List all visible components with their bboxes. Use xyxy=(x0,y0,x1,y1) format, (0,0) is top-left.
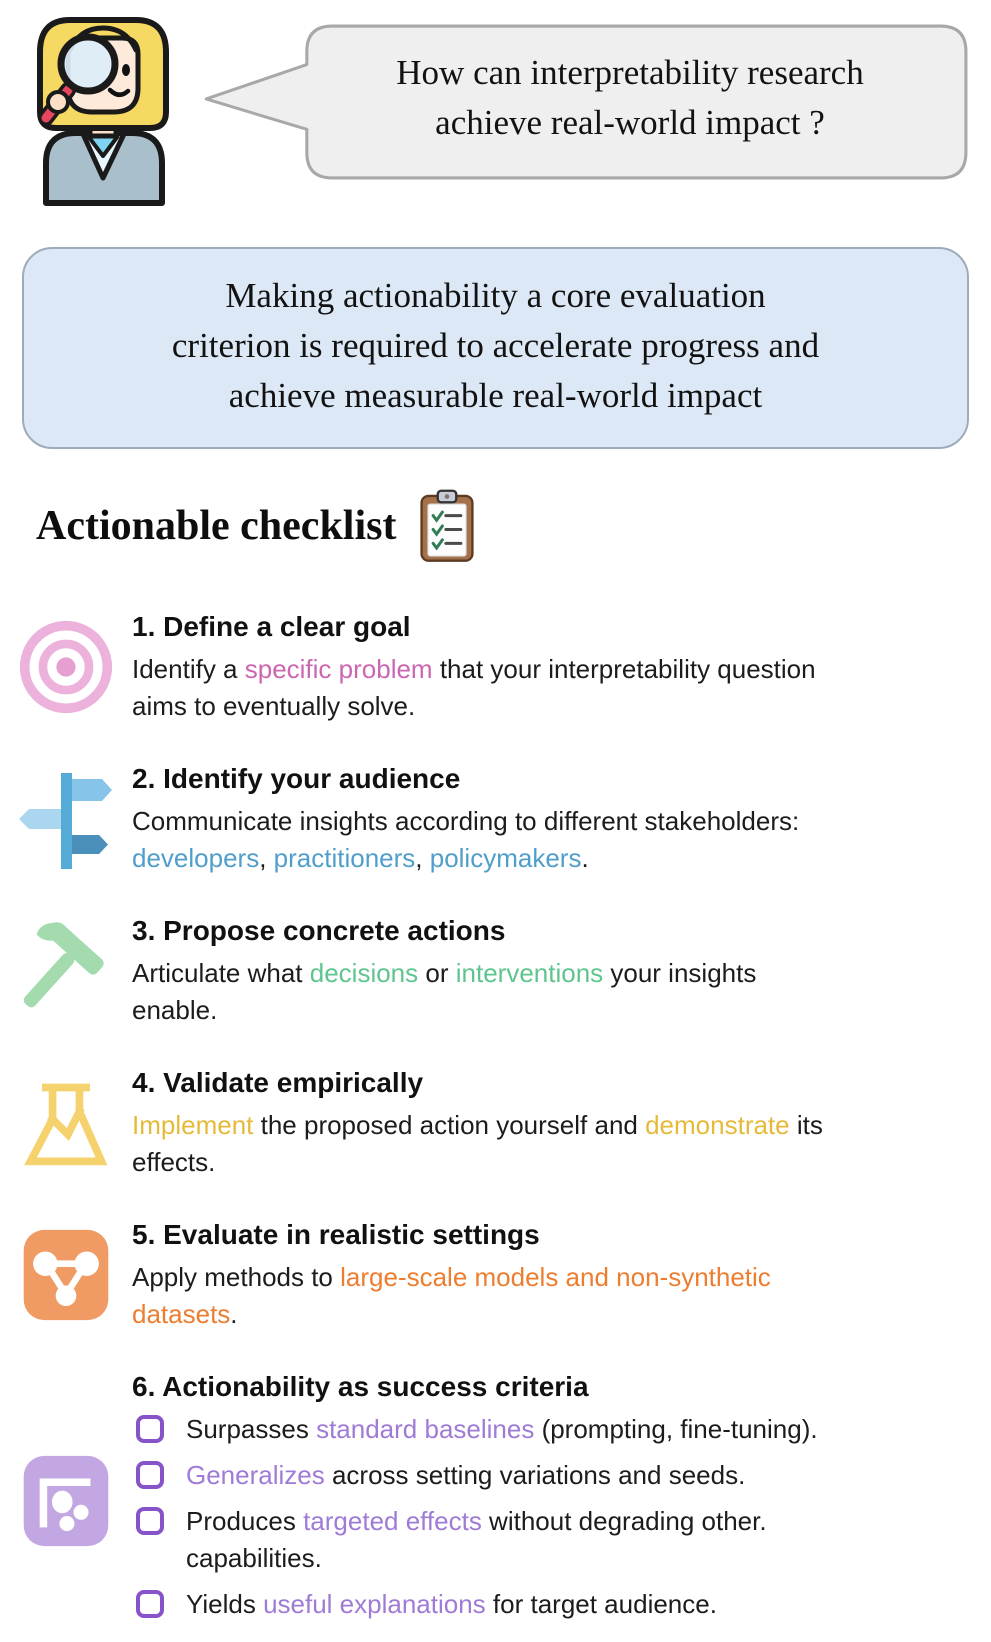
criteria-checkbox[interactable] xyxy=(136,1507,164,1535)
body-text: . xyxy=(581,843,589,873)
checklist-item-1 xyxy=(0,609,991,725)
item-text xyxy=(132,913,991,1029)
checklist-heading-row xyxy=(36,489,991,563)
flask-icon xyxy=(0,1075,132,1171)
researcher-avatar xyxy=(8,6,198,211)
question-section xyxy=(0,0,991,211)
checklist-item-5 xyxy=(0,1217,991,1333)
accent-text: datasets xyxy=(132,1299,231,1329)
researcher-with-magnifier-icon xyxy=(8,6,198,206)
body-text: . xyxy=(230,1299,238,1329)
item-text xyxy=(132,1065,991,1181)
item-body xyxy=(132,955,967,1029)
scatter-chart-icon xyxy=(0,1452,132,1550)
body-text: Surpasses xyxy=(186,1414,317,1444)
accent-text: demonstrate xyxy=(645,1110,790,1140)
signpost-icon xyxy=(0,767,132,871)
item-body xyxy=(132,1107,967,1181)
item-text xyxy=(132,1369,991,1632)
body-text: Articulate what xyxy=(132,958,310,988)
accent-text: policymakers xyxy=(429,843,582,873)
accent-text: developers xyxy=(132,843,260,873)
question-line-2: achieve real-world impact ? xyxy=(435,103,825,142)
body-text: , xyxy=(259,843,274,873)
item-text xyxy=(132,609,991,725)
body-text: Communicate insights according to different stakeholders: xyxy=(132,806,800,836)
body-text: Identify a xyxy=(132,654,245,684)
answer-callout xyxy=(22,247,969,449)
body-text: aims to eventually solve. xyxy=(132,691,416,721)
question-text xyxy=(303,22,957,174)
accent-text: Implement xyxy=(132,1110,254,1140)
criteria-row-3 xyxy=(132,1503,967,1577)
item-text xyxy=(132,761,991,877)
criteria-checkbox[interactable] xyxy=(136,1415,164,1443)
question-line-1: How can interpretability research xyxy=(396,53,864,92)
answer-line-1: Making actionability a core evaluation xyxy=(225,276,766,315)
body-text: Apply methods to xyxy=(132,1262,341,1292)
network-graph-icon xyxy=(0,1226,132,1324)
accent-text: interventions xyxy=(455,958,604,988)
item-title: 3. Propose concrete actions xyxy=(132,915,506,946)
accent-text: useful explanations xyxy=(263,1589,486,1619)
question-speech-bubble xyxy=(198,22,971,182)
body-text: the proposed action yourself and xyxy=(253,1110,646,1140)
criteria-row-4 xyxy=(132,1586,967,1623)
body-text: or xyxy=(418,958,456,988)
body-text: for target audience. xyxy=(485,1589,717,1619)
hammer-icon xyxy=(0,919,132,1023)
checklist-item-6 xyxy=(0,1369,991,1632)
criteria-checkbox-list xyxy=(132,1411,967,1623)
accent-text: targeted effects xyxy=(303,1506,482,1536)
criteria-text xyxy=(186,1457,745,1494)
item-title: 2. Identify your audience xyxy=(132,763,461,794)
checklist-items xyxy=(0,609,991,1632)
criteria-text xyxy=(186,1503,767,1577)
answer-line-3: achieve measurable real-world impact xyxy=(228,376,763,415)
item-body xyxy=(132,1259,967,1333)
criteria-checkbox[interactable] xyxy=(136,1590,164,1618)
answer-line-2: criterion is required to accelerate progress and xyxy=(171,326,820,365)
checklist-item-2 xyxy=(0,761,991,877)
target-icon xyxy=(0,619,132,715)
accent-text: standard baselines xyxy=(316,1414,535,1444)
body-text: your insights xyxy=(603,958,757,988)
body-text: that your interpretability question xyxy=(432,654,816,684)
item-title: 1. Define a clear goal xyxy=(132,611,411,642)
body-text: Yields xyxy=(186,1589,264,1619)
criteria-row-2 xyxy=(132,1457,967,1494)
accent-text: large-scale models and non-synthetic xyxy=(340,1262,771,1292)
criteria-row-1 xyxy=(132,1411,967,1448)
checklist-heading: Actionable checklist xyxy=(36,503,397,549)
clipboard-checklist-icon xyxy=(418,489,476,563)
criteria-text xyxy=(186,1411,818,1448)
body-text: Produces xyxy=(186,1506,304,1536)
item-body xyxy=(132,803,967,877)
body-text: enable. xyxy=(132,995,218,1025)
accent-text: specific problem xyxy=(244,654,433,684)
body-text: effects. xyxy=(132,1147,216,1177)
item-title: 4. Validate empirically xyxy=(132,1067,424,1098)
criteria-text xyxy=(186,1586,717,1623)
body-text: its xyxy=(789,1110,823,1140)
body-text: capabilities. xyxy=(186,1543,322,1573)
item-title: 5. Evaluate in realistic settings xyxy=(132,1219,540,1250)
criteria-checkbox[interactable] xyxy=(136,1461,164,1489)
accent-text: Generalizes xyxy=(186,1460,325,1490)
body-text: across setting variations and seeds. xyxy=(324,1460,746,1490)
accent-text: decisions xyxy=(309,958,419,988)
body-text: , xyxy=(415,843,430,873)
item-text xyxy=(132,1217,991,1333)
checklist-item-3 xyxy=(0,913,991,1029)
item-body xyxy=(132,651,967,725)
accent-text: practitioners xyxy=(273,843,416,873)
item-title: 6. Actionability as success criteria xyxy=(132,1371,589,1402)
body-text: (prompting, fine-tuning). xyxy=(534,1414,818,1444)
body-text: without degrading other. xyxy=(481,1506,767,1536)
checklist-item-4 xyxy=(0,1065,991,1181)
